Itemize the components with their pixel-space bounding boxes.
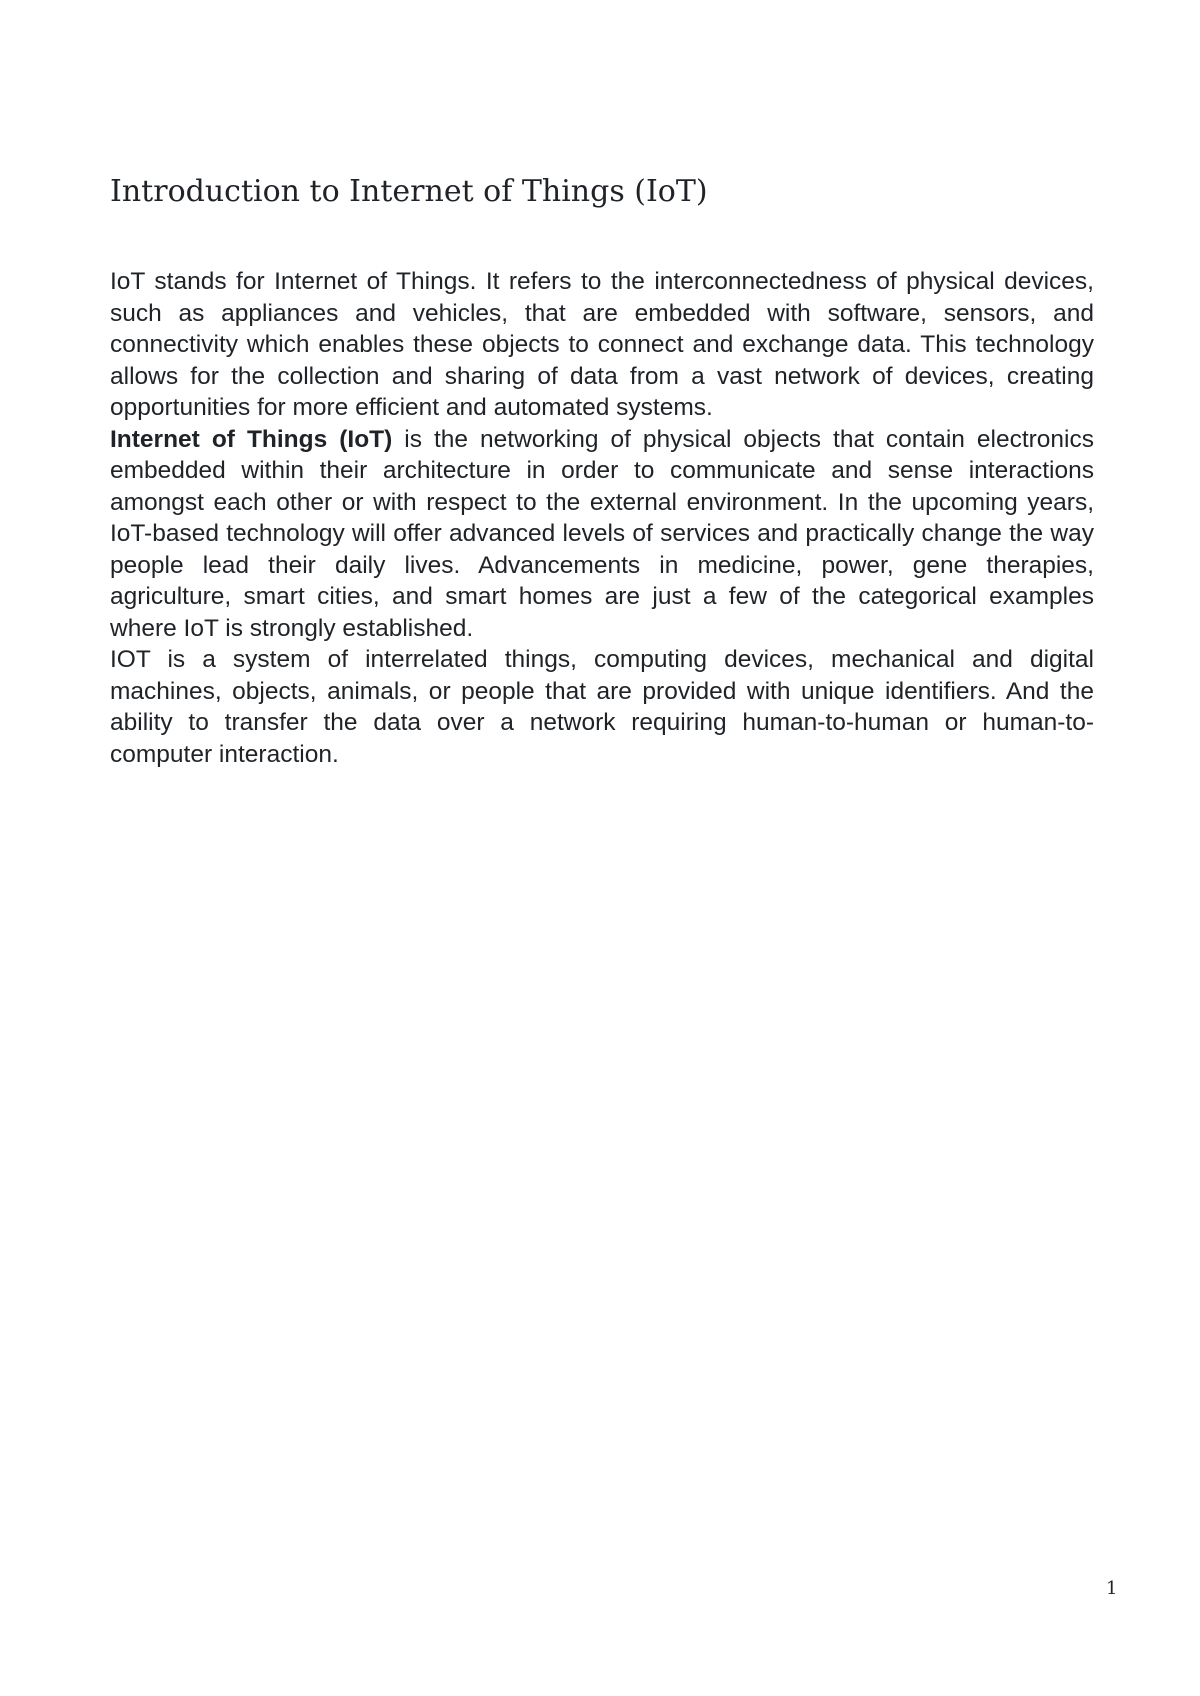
document-title: Introduction to Internet of Things (IoT) [110, 174, 708, 209]
paragraph-iot-system: IOT is a system of interrelated things, computing devices, mechanical and digital machines, objects, animals, or people that are provided with unique identifiers. And the ability to transfer the data over a network requiring human-to-human or human-to-computer interaction. [110, 646, 1094, 768]
document-body [110, 266, 1094, 770]
paragraph-iot-networking [110, 424, 1094, 645]
paragraph-iot-networking-text: is the networking of physical objects that contain electronics embedded within their architecture in order to communicate and sense interactions amongst each other or with respect to the external environment. In the upcoming years, IoT-based technology will offer advanced levels of services and practically change the way people lead their daily lives. Advancements in medicine, power, gene therapies, agriculture, smart cities, and smart homes are just a few of the categorical examples where IoT is strongly established. [110, 425, 1094, 642]
paragraph-iot-definition: IoT stands for Internet of Things. It refers to the interconnectedness of physical devices, such as appliances and vehicles, that are embedded with software, sensors, and connectivity which enables these objects to connect and exchange data. This technology allows for the collection and sharing of data from a vast network of devices, creating opportunities for more efficient and automated systems. [110, 268, 1094, 421]
bold-term-iot: Internet of Things (IoT) [110, 425, 393, 453]
page-number: 1 [1106, 1578, 1118, 1599]
